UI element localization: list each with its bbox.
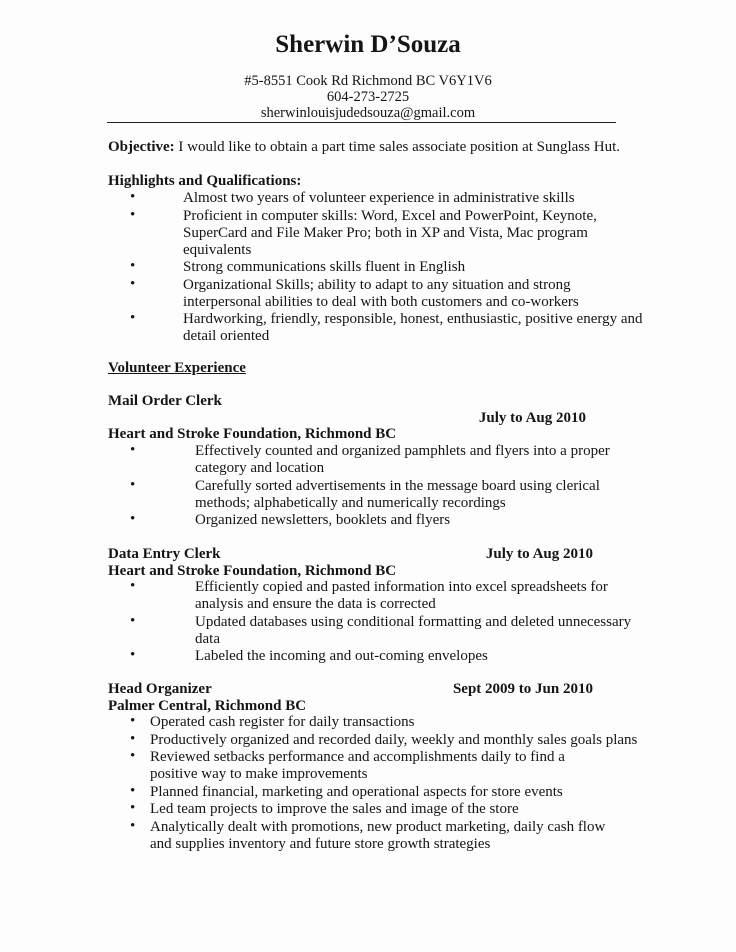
list-item: Labeled the incoming and out-coming envelopes <box>195 648 488 664</box>
bullet-icon: • <box>130 647 136 663</box>
list-item: Almost two years of volunteer experience in administrative skills <box>183 190 575 206</box>
bullet-icon: • <box>130 511 136 527</box>
header-divider <box>107 122 616 123</box>
bullet-icon: • <box>130 800 136 816</box>
highlights-heading: Highlights and Qualifications: <box>108 173 302 189</box>
bullet-icon: • <box>130 206 136 223</box>
job-title: Data Entry Clerk <box>108 546 221 562</box>
phone: 604-273-2725 <box>326 89 410 105</box>
volunteer-heading: Volunteer Experience <box>108 360 246 376</box>
job-dates: July to Aug 2010 <box>478 410 586 426</box>
bullet-icon: • <box>130 748 136 764</box>
list-item: Productively organized and recorded daily, weekly and monthly sales goals plans <box>150 731 638 748</box>
bullet-icon: • <box>130 275 136 292</box>
job-org: Heart and Stroke Foundation, Richmond BC <box>108 426 397 442</box>
list-item: Updated databases using conditional formatting and deleted unnecessary data <box>195 613 632 647</box>
list-item: Hardworking, friendly, responsible, honest, enthusiastic, positive energy and detail oriented <box>183 311 643 344</box>
bullet-icon: • <box>130 476 136 493</box>
bullet-icon: • <box>130 258 136 274</box>
list-item: Carefully sorted advertisements in the message board using clerical methods; alphabetically and numerically recordings <box>195 477 600 511</box>
objective <box>108 139 620 156</box>
job-dates: July to Aug 2010 <box>485 546 593 562</box>
bullet-icon: • <box>130 310 136 326</box>
job-org: Palmer Central, Richmond BC <box>108 698 307 714</box>
job-title: Mail Order Clerk <box>108 393 222 409</box>
job-dates: Sept 2009 to Jun 2010 <box>452 681 593 697</box>
email: sherwinlouisjudedsouza@gmail.com <box>260 105 476 121</box>
job-title: Head Organizer <box>108 681 212 697</box>
list-item: Effectively counted and organized pamphlets and flyers into a proper category and location <box>195 443 610 476</box>
objective-text: I would like to obtain a part time sales associate position at Sunglass Hut. <box>178 139 620 155</box>
list-item: Planned financial, marketing and operational aspects for store events <box>150 783 563 800</box>
candidate-name: Sherwin D’Souza <box>275 31 461 58</box>
list-item: Organized newsletters, booklets and flyers <box>195 512 451 528</box>
bullet-icon: • <box>130 578 136 594</box>
list-item: Efficiently copied and pasted information into excel spreadsheets for analysis and ensure the data is corrected <box>195 579 608 612</box>
bullet-icon: • <box>130 817 136 834</box>
bullet-icon: • <box>130 713 136 729</box>
job-org: Heart and Stroke Foundation, Richmond BC <box>108 563 397 579</box>
bullet-icon: • <box>130 189 136 205</box>
list-item: Analytically dealt with promotions, new product marketing, daily cash flow and supplies inventory and future store growth strategies <box>150 818 606 852</box>
list-item: Operated cash register for daily transactions <box>150 714 415 730</box>
list-item: Led team projects to improve the sales and image of the store <box>150 801 519 817</box>
list-item: Strong communications skills fluent in English <box>183 259 466 275</box>
bullet-icon: • <box>130 442 136 458</box>
bullet-icon: • <box>130 730 136 747</box>
list-item: Reviewed setbacks performance and accomplishments daily to find a positive way to make improvements <box>150 749 565 782</box>
address: #5-8551 Cook Rd Richmond BC V6Y1V6 <box>244 73 492 89</box>
bullet-icon: • <box>130 612 136 629</box>
bullet-icon: • <box>130 782 136 799</box>
list-item: Proficient in computer skills: Word, Excel and PowerPoint, Keynote, SuperCard and File Maker Pro; both in XP and Vista, Mac program equivalents <box>183 207 597 258</box>
objective-label: Objective: <box>108 139 175 155</box>
list-item: Organizational Skills; ability to adapt to any situation and strong interpersonal abilities to deal with both customers and co-workers <box>183 276 579 310</box>
